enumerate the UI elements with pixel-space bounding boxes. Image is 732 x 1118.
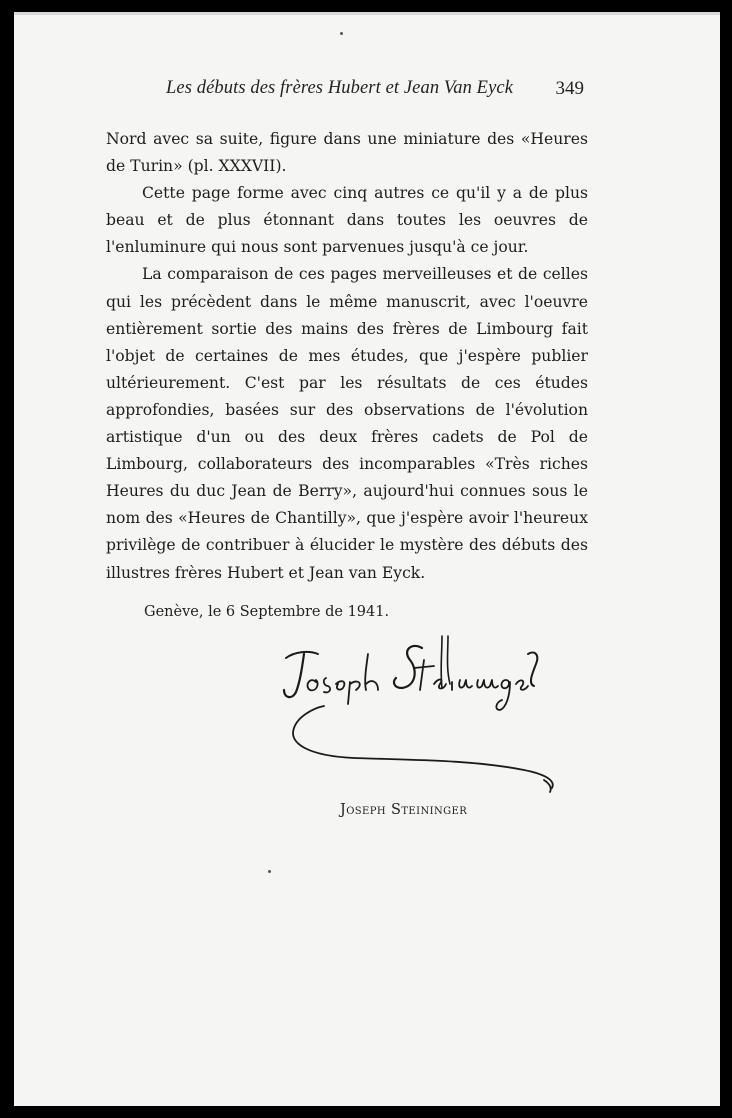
paragraph-3: La comparaison de ces pages merveilleuses et de celles qui les précèdent dans le même manuscrit, avec l'oeuvre entièrement sortie des mains des frères de Limbourg fait l'objet de certaines de mes études, que j'espère publier ultérieurement. C'est par les résultats de ces études approfondies, basées sur des observations de l'évolution artistique d'un ou des deux frères cadets de Pol de Limbourg, collaborateurs des incomparables «Très riches Heures du duc Jean de Berry», aujourd'hui connues sous le nom des «Heures de Chantilly», que j'espère avoir l'heureux privilège de contribuer à élucider le mystère des débuts des illustres frères Hubert et Jean van Eyck. [106, 265, 588, 582]
signature-name: Joseph Steininger [340, 802, 468, 818]
paragraph-1: Nord avec sa suite, figure dans une miniature des «Heures de Turin» (pl. XXXVII). [106, 130, 588, 176]
page-edge [14, 12, 720, 15]
body-text [106, 126, 588, 587]
paragraph-2: Cette page forme avec cinq autres ce qu'il y a de plus beau et de plus étonnant dans toutes les oeuvres de l'enluminure qui nous sont parvenues jusqu'à ce jour. [106, 184, 588, 257]
print-speck [340, 32, 343, 35]
dateline: Genève, le 6 Septembre de 1941. [144, 604, 390, 620]
running-head [166, 78, 584, 104]
print-speck [268, 870, 271, 873]
page-number: 349 [555, 78, 584, 99]
document-page [14, 12, 720, 1106]
handwritten-signature [274, 624, 564, 804]
running-title: Les débuts des frères Hubert et Jean Van Eyck [166, 78, 514, 98]
